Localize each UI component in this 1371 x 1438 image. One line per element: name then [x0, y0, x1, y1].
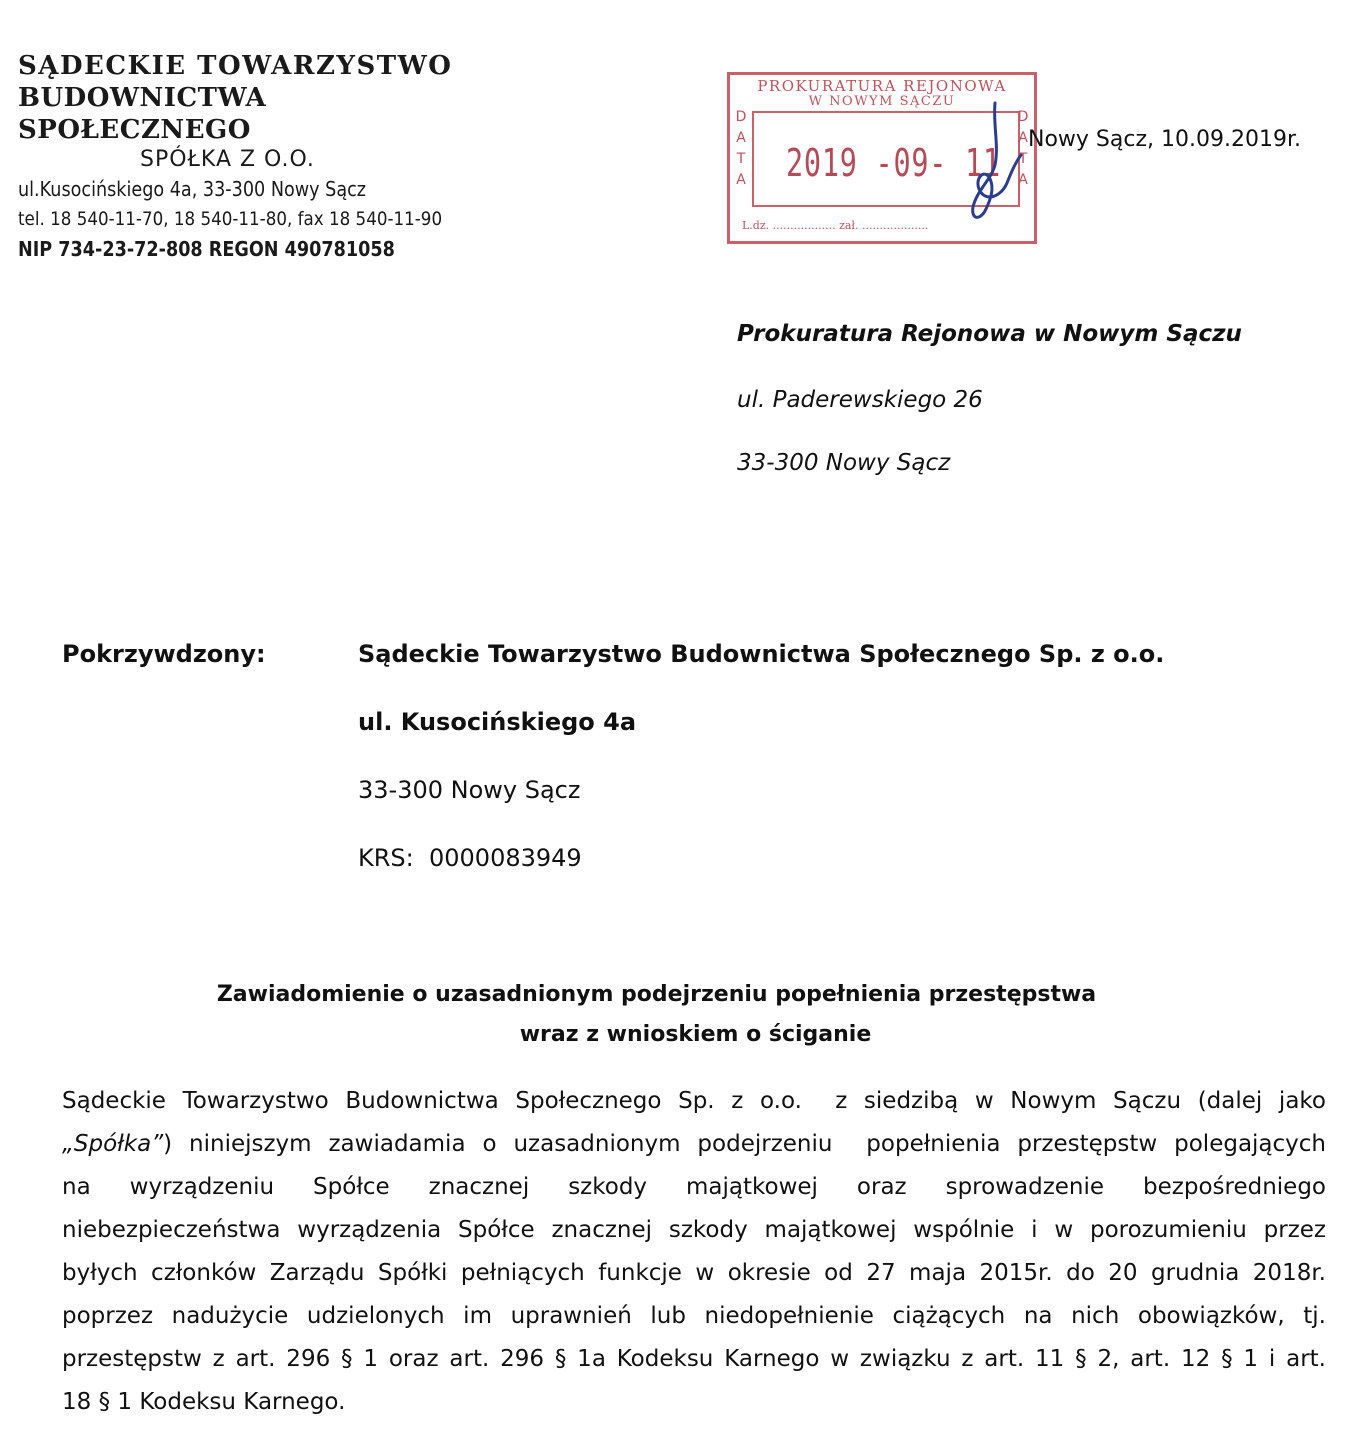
- stamp-date: 2019 -09- 11: [786, 141, 1001, 185]
- recipient-city: 33-300 Nowy Sącz: [737, 450, 951, 476]
- paragraph-line7: przestępstw z art. 296 § 1 oraz art. 296 § 1a Kodeksu Karnego w związku z art. 11 § 2, art. 12 § 1 i art.: [62, 1346, 1326, 1372]
- stamp-side-right: D A T A: [1017, 109, 1029, 188]
- recipient-name: Prokuratura Rejonowa w Nowym Sączu: [737, 321, 1242, 347]
- paragraph-line3: na wyrządzeniu Spółce znacznej szkody majątkowej oraz sprowadzenie bezpośredniego: [62, 1174, 1326, 1200]
- letterhead-phones: tel. 18 540-11-70, 18 540-11-80, fax 18 540-11-90: [18, 208, 443, 230]
- place-date: Nowy Sącz, 10.09.2019r.: [1028, 127, 1301, 152]
- stamp-side-left: D A T A: [735, 109, 747, 188]
- paragraph-line1: Sądeckie Towarzystwo Budownictwa Społecznego Sp. z o.o. z siedzibą w Nowym Sączu (dalej jako: [62, 1088, 1326, 1114]
- stamp-footer: L.dz. .................. zał. ...................: [742, 219, 929, 232]
- recipient-street: ul. Paderewskiego 26: [737, 387, 983, 413]
- paragraph-line4: niebezpieczeństwa wyrządzenia Spółce znacznej szkody majątkowej wspólnie i w porozumieniu przez: [62, 1217, 1326, 1243]
- document-title: [0, 975, 1371, 1055]
- letterhead-name-line2: BUDOWNICTWA SPOŁECZNEGO: [18, 83, 267, 145]
- letterhead-name-line3: SPÓŁKA Z O.O.: [140, 147, 315, 172]
- injured-party-city: 33-300 Nowy Sącz: [358, 776, 581, 804]
- title-line1: Zawiadomienie o uzasadnionym podejrzeniu popełnienia przestępstwa: [216, 982, 1097, 1007]
- stamp-title-line2: W NOWYM SĄCZU: [808, 94, 956, 109]
- injured-party-street: ul. Kusocińskiego 4a: [358, 708, 637, 736]
- paragraph-line5: byłych członków Zarządu Spółki pełniących funkcje w okresie od 27 maja 2015r. do 20 grudnia 2018r.: [62, 1260, 1326, 1286]
- letterhead-name-line1: SĄDECKIE TOWARZYSTWO: [18, 51, 453, 81]
- signature-mark: [955, 95, 1025, 235]
- title-line2: wraz z wnioskiem o ściganie: [519, 1022, 872, 1047]
- stamp-title-line1: PROKURATURA REJONOWA: [757, 77, 1007, 95]
- injured-party-label: Pokrzywdzony:: [62, 640, 266, 668]
- injured-party-name: Sądeckie Towarzystwo Budownictwa Społecznego Sp. z o.o.: [358, 640, 1165, 668]
- letterhead-address: ul.Kusocińskiego 4a, 33-300 Nowy Sącz: [18, 177, 367, 201]
- injured-party-krs: KRS: 0000083949: [358, 844, 582, 872]
- company-alias: „Spółka”: [62, 1131, 164, 1157]
- paragraph-line6: poprzez nadużycie udzielonych im uprawnień lub niedopełnienie ciążących na nich obowiązków, tj.: [62, 1303, 1326, 1329]
- letterhead-ids: NIP 734-23-72-808 REGON 490781058: [18, 237, 395, 261]
- body-paragraph: [62, 1080, 1326, 1424]
- letterhead: [18, 50, 488, 264]
- paragraph-line2: [62, 1123, 1326, 1166]
- paragraph-line2-rest: ) niniejszym zawiadamia o uzasadnionym podejrzeniu popełnienia przestępstw polegających: [163, 1131, 1326, 1157]
- paragraph-line8: 18 § 1 Kodeksu Karnego.: [62, 1389, 346, 1415]
